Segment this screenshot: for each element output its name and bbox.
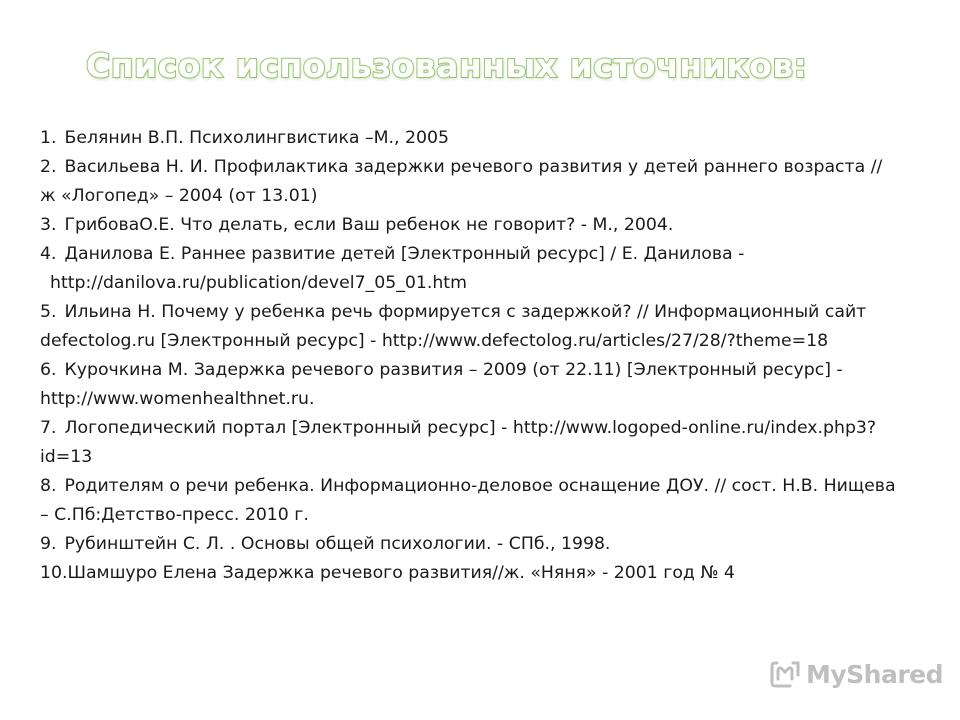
reference-list — [40, 124, 900, 588]
reference-item — [40, 472, 900, 530]
reference-text: Ильина Н. Почему у ребенка речь формируется с задержкой? // Информационный сайт defectolog.ru [Электронный ресурс] - http://www.defectolog.ru/articles/27/28/?theme=18 — [40, 302, 867, 351]
reference-number: 10. — [40, 563, 68, 583]
watermark — [768, 656, 943, 692]
reference-number: 9. — [40, 534, 57, 554]
reference-text: Логопедический портал [Электронный ресурс] - http://www.logoped-online.ru/index.php3?id=13 — [40, 418, 877, 467]
reference-text: ГрибоваО.Е. Что делать, если Ваш ребенок не говорит? - М., 2004. — [64, 215, 674, 235]
reference-text: Васильева Н. И. Профилактика задержки речевого развития у детей раннего возраста // ж «Логопед» – 2004 (от 13.01) — [40, 157, 883, 206]
reference-number: 3. — [40, 215, 57, 235]
reference-text: Рубинштейн С. Л. . Основы общей психологии. - СПб., 1998. — [64, 534, 611, 554]
reference-item — [40, 298, 900, 356]
reference-number: 4. — [40, 244, 57, 264]
reference-url: http://danilova.ru/publication/devel7_05_01.htm — [50, 273, 467, 293]
reference-item — [40, 530, 900, 559]
reference-item — [40, 211, 900, 240]
reference-number: 5. — [40, 302, 57, 322]
reference-number: 2. — [40, 157, 57, 177]
reference-item — [40, 153, 900, 211]
reference-text: Шамшуро Елена Задержка речевого развития//ж. «Няня» - 2001 год № 4 — [67, 563, 735, 583]
reference-number: 1. — [40, 128, 57, 148]
reference-text: Курочкина М. Задержка речевого развития – 2009 (от 22.11) [Электронный ресурс] -http://www.womenhealthnet.ru. — [40, 360, 843, 409]
reference-item — [40, 414, 900, 472]
reference-item — [40, 559, 900, 588]
reference-item — [40, 240, 900, 298]
reference-item — [40, 124, 900, 153]
reference-number: 8. — [40, 476, 57, 496]
reference-item — [40, 356, 900, 414]
slide-title: Список использованных источников: — [86, 46, 808, 85]
reference-number: 7. — [40, 418, 57, 438]
reference-text: Белянин В.П. Психолингвистика –М., 2005 — [64, 128, 450, 148]
reference-number: 6. — [40, 360, 57, 380]
myshared-logo-icon — [768, 657, 802, 691]
reference-text: Родителям о речи ребенка. Информационно-деловое оснащение ДОУ. // сост. Н.В. Нищева – С.Пб:Детство-пресс. 2010 г. — [40, 476, 896, 525]
watermark-text: MyShared — [806, 659, 944, 689]
reference-text: Данилова Е. Раннее развитие детей [Электронный ресурс] / Е. Данилова - — [64, 244, 745, 264]
